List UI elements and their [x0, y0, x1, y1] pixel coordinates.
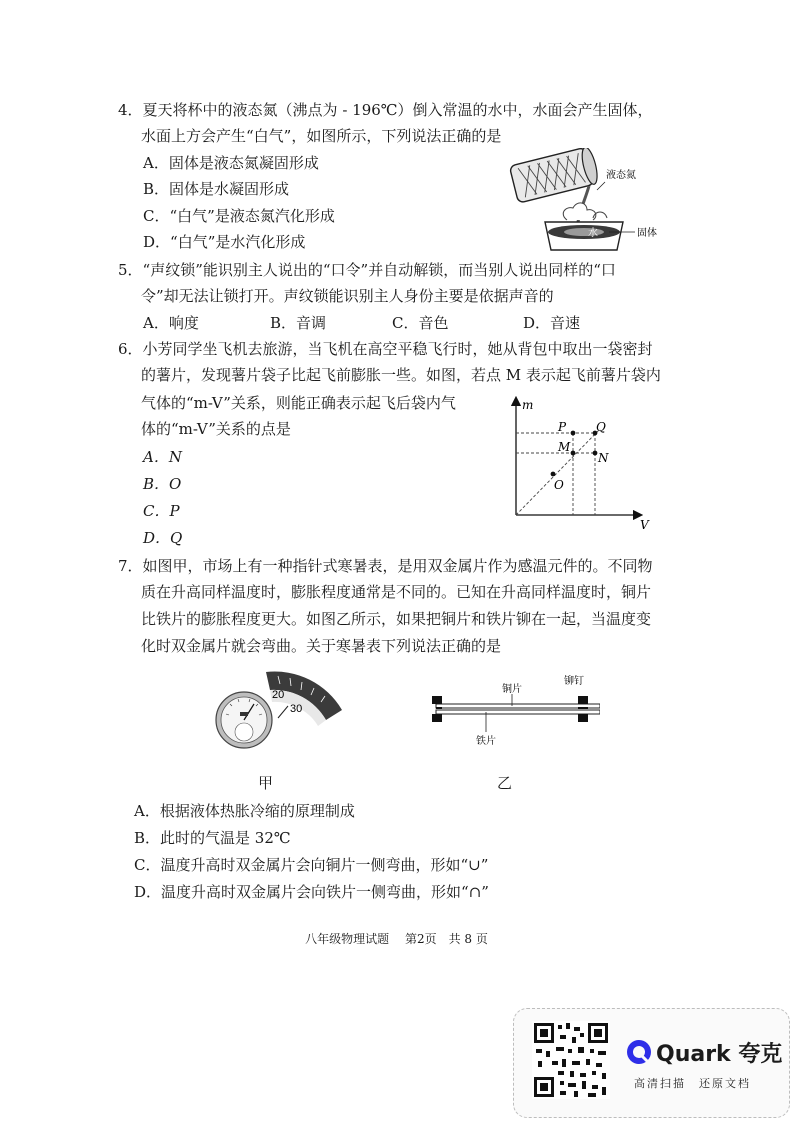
q7-line-3: 比铁片的膨胀程度更大。如图乙所示，如果把铜片和铁片铆在一起，当温度变 — [141, 610, 652, 628]
q6-line-2: 的薯片，发现薯片袋子比起飞前膨胀一些。如图，若点 M 表示起飞前薯片袋内 — [141, 366, 661, 384]
figure-a-caption: 甲 — [258, 774, 274, 792]
q6-option-a: A．N — [143, 448, 182, 466]
q4-option-b: B．固体是水凝固形成 — [143, 180, 290, 198]
q7-option-a: A．根据液体热胀冷缩的原理制成 — [134, 802, 355, 820]
q4-option-d: D．“白气”是水汽化形成 — [143, 233, 306, 251]
quark-logo-icon — [626, 1039, 652, 1065]
quark-badge — [513, 1008, 790, 1118]
q4-line-2: 水面上方会产生“白气”，如图所示，下列说法正确的是 — [141, 127, 502, 145]
m-axis-label: m — [522, 398, 534, 412]
rivet-label: 铆钉 — [564, 676, 584, 687]
figure-b-caption: 乙 — [497, 774, 513, 792]
page-footer: 八年级物理试题 第2页 共 8 页 — [305, 932, 488, 946]
liquid-nitrogen-figure — [505, 148, 685, 253]
q6-line-3: 气体的“m-V”关系，则能正确表示起飞后袋内气 — [141, 394, 456, 412]
q4-line-1: 4．夏天将杯中的液态氮（沸点为 - 196℃）倒入常温的水中，水面会产生固体， — [118, 101, 653, 119]
hygrometer-figure — [214, 662, 344, 754]
q5-option-b: B．音调 — [270, 314, 327, 332]
q6-option-d: D．Q — [143, 529, 183, 547]
point-o-label: O — [554, 478, 564, 492]
q5-option-d: D．音速 — [523, 314, 581, 332]
q4-option-a: A．固体是液态氮凝固形成 — [143, 154, 319, 172]
qr-code-icon — [532, 1021, 610, 1099]
dial-label-20: 20 — [272, 689, 285, 701]
q7-line-1: 7．如图甲，市场上有一种指针式寒暑表，是用双金属片作为感温元件的。不同物 — [118, 557, 653, 575]
q6-option-c: C．P — [143, 502, 180, 520]
q4-option-c: C．“白气”是液态氮汽化形成 — [143, 207, 335, 225]
bimetal-strip-figure — [420, 670, 600, 750]
q7-option-d: D．温度升高时双金属片会向铁片一侧弯曲，形如“∩” — [134, 883, 489, 901]
q7-line-2: 质在升高同样温度时，膨胀程度通常是不同的。已知在升高同样温度时，铜片 — [141, 583, 652, 601]
q7-option-b: B．此时的气温是 32℃ — [134, 829, 291, 847]
water-label: 水 — [588, 228, 598, 239]
liquid-nitrogen-label: 液态氮 — [606, 170, 636, 181]
iron-label: 铁片 — [476, 736, 496, 747]
quark-tagline: 高清扫描 还原文档 — [634, 1077, 751, 1090]
q5-line-1: 5．“声纹锁”能识别主人说出的“口令”并自动解锁，而当别人说出同样的“口 — [118, 261, 616, 279]
point-p-label: P — [558, 420, 567, 434]
dial-label-30: 30 — [290, 703, 303, 715]
copper-label: 铜片 — [502, 684, 522, 695]
solid-label: 固体 — [637, 228, 657, 239]
q7-option-c: C．温度升高时双金属片会向铜片一侧弯曲，形如“∪” — [134, 856, 489, 874]
q7-line-4: 化时双金属片就会弯曲。关于寒暑表下列说法正确的是 — [141, 637, 502, 655]
q5-option-a: A．响度 — [143, 314, 199, 332]
point-q-label: Q — [596, 420, 606, 434]
q5-line-2: 令”却无法让锁打开。声纹锁能识别主人身份主要是依据声音的 — [141, 287, 554, 305]
q6-line-1: 6．小芳同学坐飞机去旅游，当飞机在高空平稳飞行时，她从背包中取出一袋密封 — [118, 340, 653, 358]
v-axis-label: V — [640, 518, 649, 532]
point-m-label: M — [558, 440, 571, 454]
quark-brand: Quark 夸克 — [656, 1042, 783, 1067]
q6-line-4: 体的“m-V”关系的点是 — [141, 420, 291, 438]
m-v-graph — [500, 395, 670, 535]
point-n-label: N — [598, 451, 609, 465]
q5-option-c: C．音色 — [392, 314, 449, 332]
q6-option-b: B．O — [143, 475, 182, 493]
